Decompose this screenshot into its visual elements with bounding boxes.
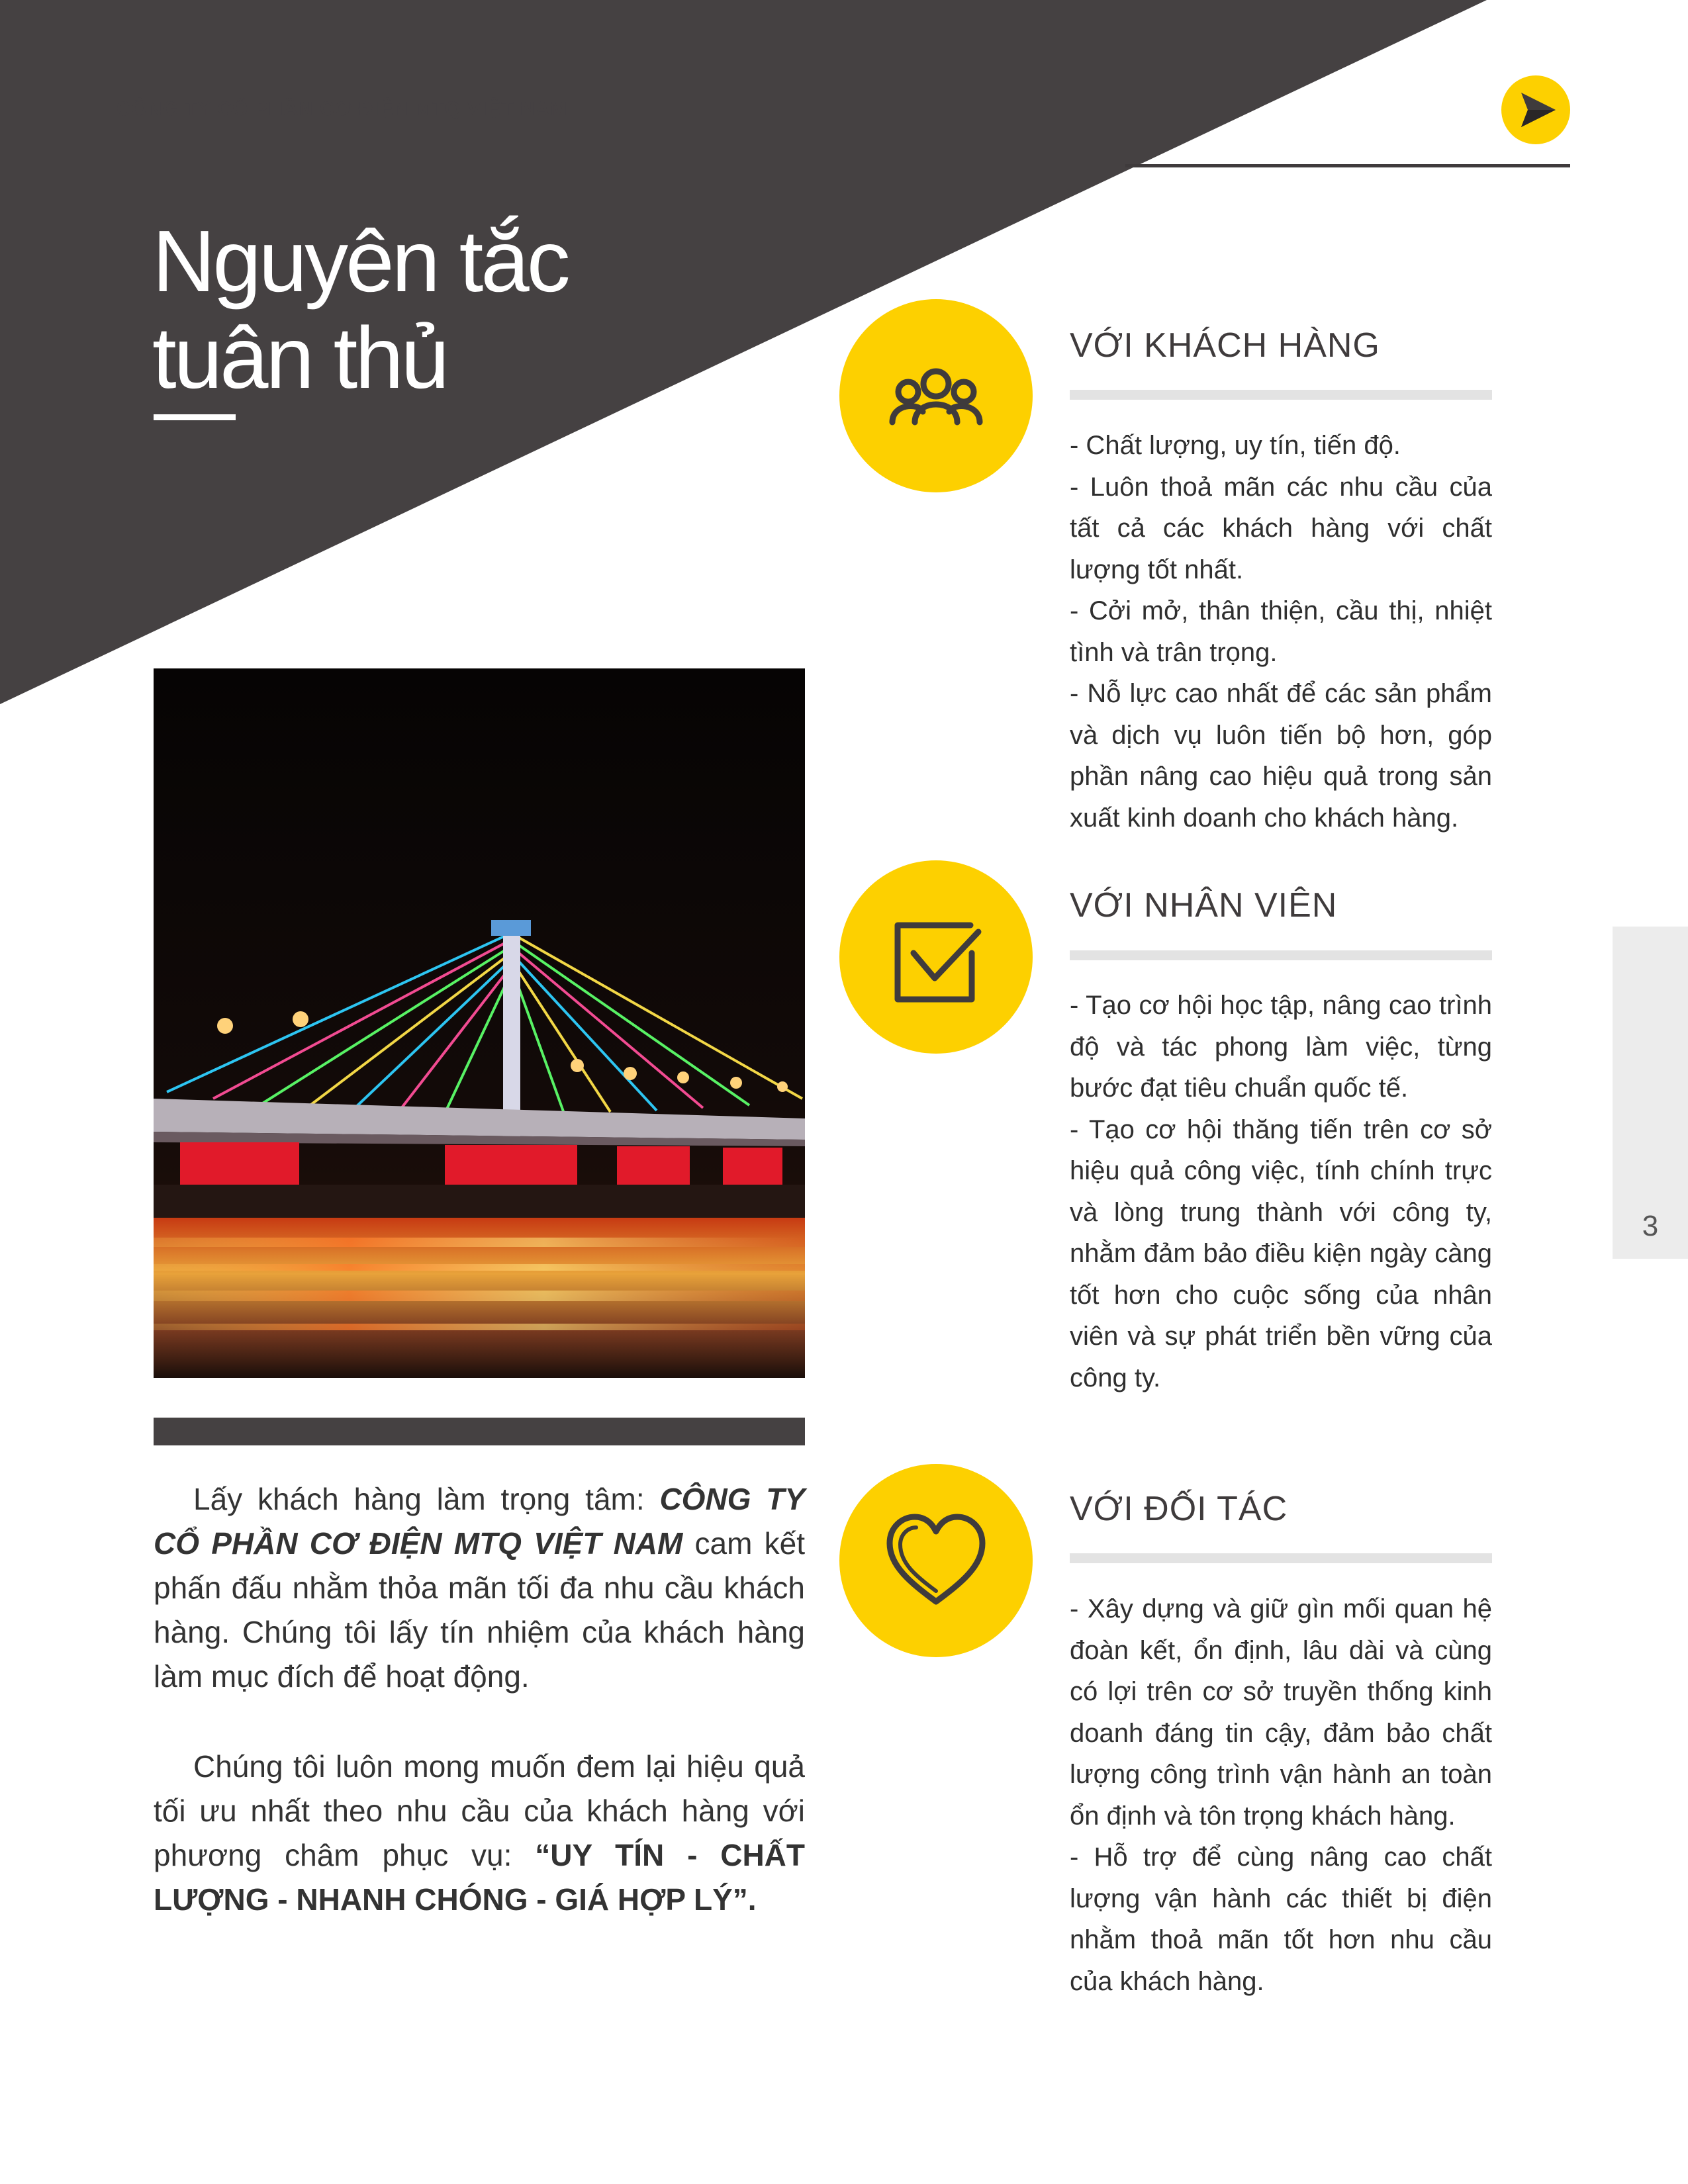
company-name-emphasis: CÔNG TY CỔ PHẦN CƠ ĐIỆN MTQ VIỆT NAM xyxy=(154,1482,806,1561)
company-name-header: CÔNG TY CỔ PHẦN CƠ ĐIỆN MTQ VIỆT NAM xyxy=(117,98,568,120)
list-item: - Tạo cơ hội học tập, nâng cao trình độ và tác phong làm việc, từng bước đạt tiêu chuẩn quốc tế. xyxy=(1070,991,1492,1103)
intro-paragraph-1 xyxy=(154,1477,805,1699)
section-icon-circle xyxy=(839,299,1033,492)
list-item: - Xây dựng và giữ gìn mối quan hệ đoàn kết, ổn định, lâu dài và cùng có lợi trên cơ sở truyền thống kinh doanh đáng tin cậy, đảm bảo chất lượng công trình vận hành an toàn ổn định và tôn trọng khách hàng. xyxy=(1070,1594,1492,1831)
list-item: - Hỗ trợ để cùng nâng cao chất lượng vận hành các thiết bị điện nhằm thoả mãn tốt hơn nhu cầu của khách hàng. xyxy=(1070,1843,1492,1996)
title-underline xyxy=(154,414,236,420)
intro-text: cam kết phấn đấu nhằm thỏa mãn tối đa nhu cầu khách hàng. Chúng tôi lấy tín nhiệm của khách hàng làm mục đích để hoạt động. xyxy=(154,1526,805,1694)
checkbox-icon xyxy=(839,860,1033,1054)
section-body-customers xyxy=(1070,425,1492,839)
section-body-partners xyxy=(1070,1588,1492,2002)
page-title-line-1: Nguyên tắc xyxy=(152,212,568,310)
motto: “UY TÍN - CHẤT LƯỢNG - NHANH CHÓNG - GIÁ HỢP LÝ”. xyxy=(154,1838,805,1917)
section-rule xyxy=(1070,390,1492,400)
section-icon-circle xyxy=(839,860,1033,1054)
page-title-line-2: tuân thủ xyxy=(152,309,447,406)
list-item: - Cởi mở, thân thiện, cầu thị, nhiệt tình và trân trọng. xyxy=(1070,596,1492,667)
list-item: - Tạo cơ hội thăng tiến trên cơ sở hiệu quả công việc, tính chính trực và lòng trung thành với công ty, nhằm đảm bảo điều kiện ngày càng tốt hơn cho cuộc sống của nhân viên và sự phát triển bền vững của công ty. xyxy=(1070,1115,1492,1392)
intro-paragraph-2 xyxy=(154,1745,805,1922)
list-item: - Luôn thoả mãn các nhu cầu của tất cả các khách hàng với chất lượng tốt nhất. xyxy=(1070,472,1492,584)
section-heading-employees: VỚI NHÂN VIÊN xyxy=(1070,886,1338,925)
intro-text: Lấy khách hàng làm trọng tâm: xyxy=(193,1482,660,1516)
section-heading-customers: VỚI KHÁCH HÀNG xyxy=(1070,326,1380,365)
page-title xyxy=(152,213,748,406)
bridge-photo xyxy=(154,668,805,1378)
paper-plane-icon xyxy=(1501,75,1570,144)
section-rule xyxy=(1070,950,1492,960)
list-item: - Chất lượng, uy tín, tiến độ. xyxy=(1070,431,1401,460)
people-group-icon xyxy=(839,299,1033,492)
header-rule xyxy=(1125,164,1570,167)
heart-icon xyxy=(839,1464,1033,1657)
intro-text: Chúng tôi luôn mong muốn đem lại hiệu quả tối ưu nhất theo nhu cầu của khách hàng với phương châm phục vụ: xyxy=(154,1749,805,1872)
section-body-employees xyxy=(1070,985,1492,1398)
section-icon-circle xyxy=(839,1464,1033,1657)
section-rule xyxy=(1070,1553,1492,1563)
list-item: - Nỗ lực cao nhất để các sản phẩm và dịch vụ luôn tiến bộ hơn, góp phần nâng cao hiệu quả trong sản xuất kinh doanh cho khách hàng. xyxy=(1070,679,1492,833)
photo-caption-bar xyxy=(154,1418,805,1445)
side-tab xyxy=(1613,927,1688,1259)
section-heading-partners: VỚI ĐỐI TÁC xyxy=(1070,1490,1288,1528)
page-number: 3 xyxy=(1642,1210,1659,1242)
logo-badge xyxy=(1501,75,1570,144)
